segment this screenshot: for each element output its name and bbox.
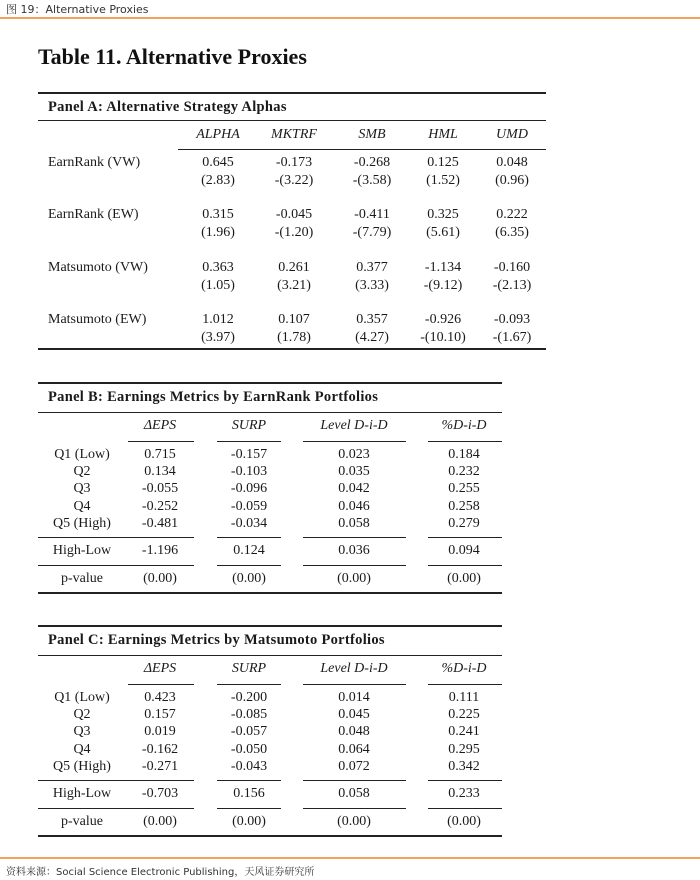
value: (0.00)	[232, 814, 266, 829]
value: 0.094	[448, 543, 480, 558]
value: -0.252	[141, 498, 179, 514]
value: -0.200	[230, 690, 268, 705]
value: 0.134	[144, 464, 176, 480]
value: 0.035	[338, 464, 370, 480]
value: -0.050	[230, 741, 268, 757]
coefficient: -0.926	[424, 311, 462, 327]
value: 0.279	[448, 515, 480, 531]
t-statistic: (3.21)	[277, 277, 311, 293]
table-rule	[217, 808, 281, 809]
value: 0.023	[338, 447, 370, 462]
value: 0.157	[144, 707, 176, 723]
source-note: 资料来源：Social Science Electronic Publishing，天风证券研究所	[6, 867, 315, 878]
column-header: ΔEPS	[143, 661, 177, 676]
row-label: Q2	[73, 707, 91, 723]
table-rule	[38, 780, 194, 781]
table-title: Table 11. Alternative Proxies	[38, 44, 307, 69]
panel-a	[38, 92, 546, 352]
t-statistic: -(9.12)	[423, 277, 463, 293]
t-statistic: -(2.13)	[492, 277, 532, 293]
column-header: %D-i-D	[441, 661, 487, 676]
value: 0.045	[338, 707, 370, 723]
table-rule	[38, 565, 194, 566]
row-label: p-value	[61, 814, 103, 829]
value: -0.034	[230, 515, 268, 531]
t-statistic: -(1.67)	[492, 329, 532, 345]
table-rule	[428, 441, 502, 442]
coefficient: -0.045	[275, 207, 313, 223]
column-header: Level D-i-D	[320, 661, 388, 676]
value: -0.703	[141, 786, 179, 801]
t-statistic: -(7.79)	[352, 225, 392, 241]
row-label: Q4	[73, 741, 91, 757]
table-rule	[217, 441, 281, 442]
column-header: %D-i-D	[441, 418, 487, 433]
row-label: Q5 (High)	[53, 758, 111, 774]
value: -0.162	[141, 741, 179, 757]
value: 0.225	[448, 707, 480, 723]
row-label: Q5 (High)	[53, 515, 111, 531]
panel-title: Panel A: Alternative Strategy Alphas	[48, 99, 287, 115]
value: 0.295	[448, 741, 480, 757]
panel-b	[38, 382, 502, 596]
coefficient: -0.411	[354, 207, 390, 223]
table-rule	[38, 92, 546, 94]
coefficient: -0.173	[275, 155, 313, 170]
t-statistic: (1.05)	[201, 277, 235, 293]
row-label: Q4	[73, 498, 91, 514]
column-header: SURP	[231, 418, 267, 433]
table-rule	[38, 348, 546, 350]
row-label: Matsumoto (VW)	[48, 259, 148, 275]
table-rule	[303, 780, 406, 781]
table-rule	[428, 537, 502, 538]
value: 0.046	[338, 498, 370, 514]
coefficient: 0.645	[202, 155, 234, 170]
value: (0.00)	[143, 571, 177, 586]
table-rule	[217, 565, 281, 566]
value: -0.271	[141, 758, 179, 774]
value: -0.057	[230, 724, 268, 740]
table-rule	[38, 120, 546, 121]
row-label: High-Low	[52, 786, 112, 801]
figure-caption: 图 19：Alternative Proxies	[6, 3, 149, 16]
table-rule	[428, 565, 502, 566]
row-label: EarnRank (VW)	[48, 155, 141, 170]
table-rule	[38, 835, 502, 837]
table-rule	[128, 441, 194, 442]
value: 0.072	[338, 758, 370, 774]
coefficient: -0.093	[493, 311, 531, 327]
table-rule	[303, 441, 406, 442]
column-header: Level D-i-D	[320, 418, 388, 433]
coefficient: 1.012	[202, 311, 234, 327]
value: 0.156	[233, 786, 265, 801]
column-header: SMB	[358, 127, 386, 142]
value: 0.042	[338, 481, 370, 497]
t-statistic: (1.96)	[201, 225, 235, 241]
value: (0.00)	[337, 814, 371, 829]
table-rule	[217, 537, 281, 538]
coefficient: 0.048	[496, 155, 528, 170]
value: 0.255	[448, 481, 480, 497]
column-header: ALPHA	[196, 127, 240, 142]
t-statistic: (1.78)	[277, 329, 311, 345]
column-header: SURP	[231, 661, 267, 676]
value: 0.014	[338, 690, 370, 705]
table-rule	[38, 808, 194, 809]
panel-c	[38, 625, 502, 839]
t-statistic: (4.27)	[355, 329, 389, 345]
table-rule	[303, 684, 406, 685]
table-rule	[303, 808, 406, 809]
row-label: Q1 (Low)	[54, 690, 110, 705]
table-rule	[428, 780, 502, 781]
t-statistic: (5.61)	[426, 225, 460, 241]
table-rule	[428, 808, 502, 809]
row-label: Q1 (Low)	[54, 447, 110, 462]
panel-title: Panel B: Earnings Metrics by EarnRank Portfolios	[48, 389, 379, 405]
row-label: EarnRank (EW)	[48, 207, 139, 223]
t-statistic: -(3.22)	[274, 173, 314, 188]
row-label: Q3	[73, 724, 91, 740]
table-rule	[38, 382, 502, 384]
table-rule	[38, 592, 502, 594]
coefficient: 0.315	[202, 207, 234, 223]
row-label: High-Low	[52, 543, 112, 558]
coefficient: -0.268	[353, 155, 391, 170]
value: (0.00)	[143, 814, 177, 829]
coefficient: 0.325	[427, 207, 459, 223]
row-label: Q2	[73, 464, 91, 480]
coefficient: 0.222	[496, 207, 528, 223]
coefficient: 0.261	[278, 259, 310, 275]
t-statistic: -(1.20)	[274, 225, 314, 241]
column-header: HML	[428, 127, 458, 142]
header-divider	[0, 17, 700, 19]
table-rule	[217, 780, 281, 781]
value: (0.00)	[447, 814, 481, 829]
value: (0.00)	[447, 571, 481, 586]
value: -1.196	[141, 543, 179, 558]
value: (0.00)	[232, 571, 266, 586]
coefficient: 0.377	[356, 259, 388, 275]
value: 0.258	[448, 498, 480, 514]
value: 0.111	[448, 690, 480, 705]
value: -0.103	[230, 464, 268, 480]
t-statistic: -(10.10)	[420, 329, 466, 345]
value: -0.481	[141, 515, 179, 531]
panel-title: Panel C: Earnings Metrics by Matsumoto Portfolios	[48, 632, 385, 648]
table-rule	[428, 684, 502, 685]
column-header: UMD	[496, 127, 528, 142]
value: 0.124	[233, 543, 265, 558]
value: 0.184	[448, 447, 480, 462]
value: -0.157	[230, 447, 268, 462]
value: 0.232	[448, 464, 480, 480]
t-statistic: (2.83)	[201, 173, 235, 188]
coefficient: -1.134	[424, 259, 462, 275]
value: 0.342	[448, 758, 480, 774]
value: 0.715	[144, 447, 176, 462]
column-header: ΔEPS	[143, 418, 177, 433]
value: 0.048	[338, 724, 370, 740]
value: 0.019	[144, 724, 176, 740]
value: 0.058	[338, 515, 370, 531]
value: -0.055	[141, 481, 179, 497]
value: -0.059	[230, 498, 268, 514]
coefficient: 0.107	[278, 311, 310, 327]
value: 0.036	[338, 543, 370, 558]
t-statistic: -(3.58)	[352, 173, 392, 188]
table-rule	[217, 684, 281, 685]
row-label: Matsumoto (EW)	[48, 311, 147, 327]
t-statistic: (6.35)	[495, 225, 529, 241]
footer-divider	[0, 857, 700, 859]
coefficient: -0.160	[493, 259, 531, 275]
t-statistic: (1.52)	[426, 173, 460, 188]
t-statistic: (0.96)	[495, 173, 529, 188]
coefficient: 0.357	[356, 311, 388, 327]
t-statistic: (3.97)	[201, 329, 235, 345]
value: 0.064	[338, 741, 370, 757]
table-rule	[38, 412, 502, 413]
value: (0.00)	[337, 571, 371, 586]
table-rule	[128, 684, 194, 685]
column-header: MKTRF	[271, 127, 317, 142]
coefficient: 0.363	[202, 259, 234, 275]
row-label: Q3	[73, 481, 91, 497]
value: -0.043	[230, 758, 268, 774]
value: -0.085	[230, 707, 268, 723]
value: -0.096	[230, 481, 268, 497]
value: 0.241	[448, 724, 480, 740]
value: 0.423	[144, 690, 176, 705]
coefficient: 0.125	[427, 155, 459, 170]
table-rule	[38, 655, 502, 656]
t-statistic: (3.33)	[355, 277, 389, 293]
value: 0.058	[338, 786, 370, 801]
row-label: p-value	[61, 571, 103, 586]
table-rule	[303, 565, 406, 566]
table-rule	[38, 537, 194, 538]
table-rule	[178, 149, 546, 150]
value: 0.233	[448, 786, 480, 801]
table-rule	[303, 537, 406, 538]
table-rule	[38, 625, 502, 627]
